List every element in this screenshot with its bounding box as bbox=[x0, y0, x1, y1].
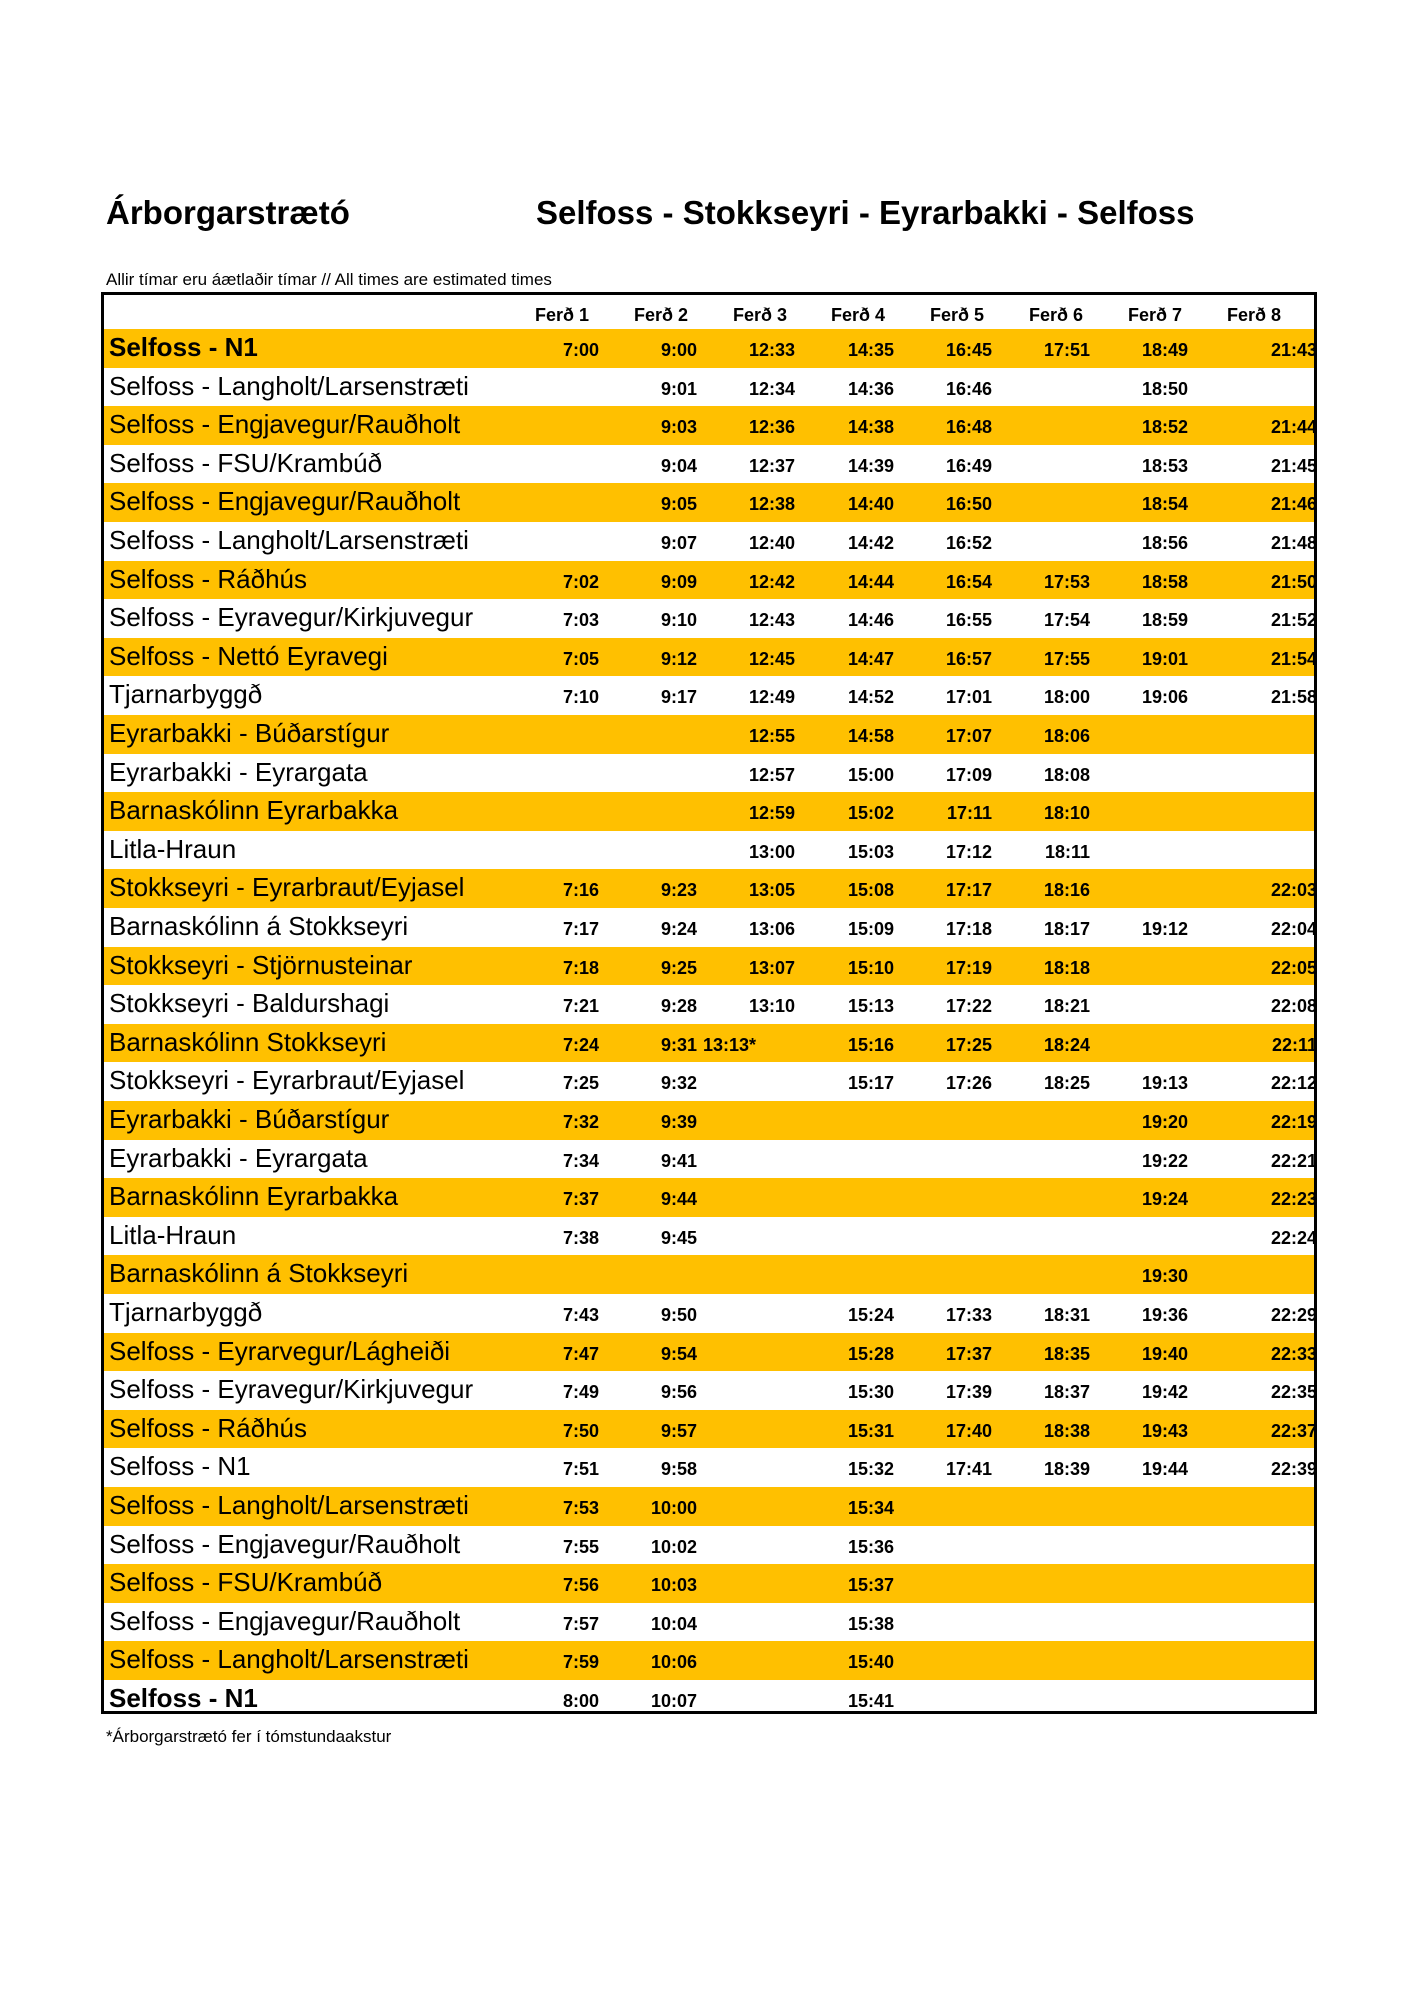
departure-time: 18:06 bbox=[1043, 726, 1090, 746]
table-row bbox=[104, 676, 1317, 715]
departure-time: 18:59 bbox=[1141, 610, 1188, 631]
departure-time: 13:07 bbox=[748, 957, 795, 978]
stop-name: Litla-Hraun bbox=[109, 1219, 237, 1250]
stop-name: Tjarnarbyggð bbox=[109, 679, 263, 710]
departure-time: 17:39 bbox=[945, 1382, 992, 1403]
stop-name: Stokkseyri - Eyrarbraut/Eyjasel bbox=[109, 872, 465, 903]
table-row bbox=[104, 908, 1317, 947]
stop-name: Selfoss - Engjavegur/Rauðholt bbox=[109, 1605, 461, 1636]
departure-time: 22:19 bbox=[1270, 1112, 1317, 1132]
departure-time: 18:00 bbox=[1043, 687, 1090, 708]
departure-time: 7:59 bbox=[562, 1652, 599, 1673]
column-header: Ferð 1 bbox=[535, 305, 590, 325]
departure-time: 22:21 bbox=[1270, 1150, 1317, 1171]
departure-time: 12:49 bbox=[748, 687, 795, 708]
departure-time: 14:46 bbox=[847, 610, 894, 631]
departure-time: 10:03 bbox=[650, 1575, 697, 1596]
departure-time: 7:57 bbox=[562, 1613, 599, 1634]
departure-time: 7:47 bbox=[562, 1343, 599, 1364]
departure-time: 21:46 bbox=[1270, 494, 1317, 515]
departure-time: 17:17 bbox=[945, 880, 992, 901]
route-title: Selfoss - Stokkseyri - Eyrarbakki - Selfoss bbox=[536, 194, 1195, 231]
departure-time: 22:03 bbox=[1270, 880, 1317, 901]
departure-time: 14:35 bbox=[847, 340, 894, 360]
stop-name: Litla-Hraun bbox=[109, 833, 237, 864]
departure-time: 13:00 bbox=[748, 841, 795, 862]
table-row bbox=[104, 1371, 1317, 1410]
departure-time: 9:44 bbox=[660, 1189, 697, 1210]
stop-name: Barnaskólinn á Stokkseyri bbox=[109, 1258, 409, 1289]
departure-time: 10:00 bbox=[650, 1498, 697, 1518]
table-row bbox=[104, 638, 1317, 677]
departure-time: 7:24 bbox=[562, 1034, 599, 1055]
departure-time: 9:50 bbox=[660, 1305, 697, 1325]
column-header: Ferð 3 bbox=[733, 305, 788, 325]
stop-name: Selfoss - Engjavegur/Rauðholt bbox=[109, 486, 461, 517]
table-row bbox=[104, 522, 1317, 561]
table-row bbox=[104, 329, 1317, 368]
departure-time: 19:42 bbox=[1141, 1382, 1188, 1403]
departure-time: 15:37 bbox=[847, 1575, 894, 1596]
departure-time: 14:42 bbox=[847, 533, 894, 553]
departure-time: 7:03 bbox=[562, 610, 599, 631]
departure-time: 15:34 bbox=[847, 1498, 894, 1518]
departure-time: 12:42 bbox=[748, 571, 795, 592]
stop-name: Barnaskólinn Stokkseyri bbox=[109, 1026, 387, 1057]
departure-time: 17:11 bbox=[946, 803, 992, 824]
departure-time: 9:05 bbox=[660, 494, 697, 515]
departure-time: 21:44 bbox=[1270, 417, 1317, 438]
departure-time: 9:39 bbox=[660, 1112, 697, 1132]
departure-time: 21:45 bbox=[1270, 455, 1317, 476]
departure-time: 19:20 bbox=[1141, 1112, 1188, 1132]
departure-time: 9:10 bbox=[660, 610, 697, 631]
departure-time: 18:25 bbox=[1043, 1073, 1090, 1094]
departure-time: 19:01 bbox=[1141, 648, 1188, 669]
departure-time: 21:48 bbox=[1270, 533, 1317, 553]
departure-time: 18:11 bbox=[1044, 841, 1090, 862]
stop-name: Selfoss - N1 bbox=[109, 1451, 251, 1482]
departure-time: 15:32 bbox=[847, 1459, 894, 1480]
table-row bbox=[104, 1217, 1317, 1256]
departure-time: 7:17 bbox=[562, 919, 599, 939]
stop-name: Selfoss - Eyrarvegur/Lágheiði bbox=[109, 1335, 451, 1366]
departure-time: 15:09 bbox=[847, 919, 894, 939]
table-row bbox=[104, 1680, 1314, 1719]
departure-time: 21:43 bbox=[1270, 340, 1317, 360]
departure-time: 7:25 bbox=[562, 1073, 599, 1094]
departure-time: 7:10 bbox=[562, 687, 599, 708]
departure-time: 17:37 bbox=[945, 1343, 992, 1364]
stop-name: Stokkseyri - Baldurshagi bbox=[109, 988, 390, 1019]
estimated-times-note: Allir tímar eru áætlaðir tímar // All times are estimated times bbox=[106, 270, 552, 289]
stop-name: Selfoss - Langholt/Larsenstræti bbox=[109, 370, 469, 401]
table-row bbox=[104, 561, 1317, 600]
departure-time: 22:39 bbox=[1270, 1459, 1317, 1480]
departure-time: 15:41 bbox=[847, 1691, 894, 1711]
stop-name: Stokkseyri - Eyrarbraut/Eyjasel bbox=[109, 1065, 465, 1096]
stop-name: Eyrarbakki - Eyrargata bbox=[109, 756, 368, 787]
stop-name: Selfoss - N1 bbox=[109, 1683, 258, 1713]
departure-time: 14:39 bbox=[847, 455, 894, 476]
table-row bbox=[104, 1294, 1317, 1333]
departure-time: 18:24 bbox=[1043, 1034, 1090, 1055]
departure-time: 21:52 bbox=[1270, 610, 1317, 631]
departure-time: 22:04 bbox=[1270, 919, 1317, 939]
column-header: Ferð 8 bbox=[1227, 305, 1282, 325]
stop-name: Selfoss - Langholt/Larsenstræti bbox=[109, 1490, 469, 1520]
departure-time: 7:38 bbox=[562, 1227, 599, 1248]
departure-time: 16:49 bbox=[945, 455, 992, 476]
departure-time: 16:57 bbox=[945, 648, 992, 669]
column-header: Ferð 5 bbox=[930, 305, 985, 325]
departure-time: 14:58 bbox=[847, 726, 894, 746]
departure-time: 15:38 bbox=[847, 1613, 894, 1634]
departure-time: 19:36 bbox=[1141, 1305, 1188, 1325]
departure-time: 22:37 bbox=[1270, 1420, 1317, 1441]
departure-time: 10:06 bbox=[650, 1652, 697, 1673]
table-row bbox=[104, 1062, 1317, 1101]
departure-time: 13:10 bbox=[748, 996, 795, 1017]
table-row bbox=[104, 1024, 1317, 1063]
table-row bbox=[104, 1333, 1317, 1372]
departure-time: 9:25 bbox=[660, 957, 697, 978]
departure-time: 15:00 bbox=[847, 764, 894, 785]
departure-time: 7:32 bbox=[562, 1112, 599, 1132]
stop-name: Selfoss - Eyravegur/Kirkjuvegur bbox=[109, 1374, 474, 1405]
stop-name: Selfoss - Nettó Eyravegi bbox=[109, 640, 388, 671]
departure-time: 18:21 bbox=[1043, 996, 1090, 1017]
table-row bbox=[104, 831, 1314, 870]
table-row bbox=[104, 985, 1317, 1024]
departure-time: 10:04 bbox=[650, 1613, 697, 1634]
departure-time: 21:50 bbox=[1270, 571, 1317, 592]
departure-time: 12:36 bbox=[748, 417, 795, 438]
table-row bbox=[104, 1641, 1314, 1680]
stop-name: Eyrarbakki - Búðarstígur bbox=[109, 1104, 390, 1134]
departure-time: 9:17 bbox=[660, 687, 697, 708]
table-row bbox=[104, 599, 1317, 638]
departure-time: 18:54 bbox=[1141, 494, 1188, 515]
departure-time: 16:52 bbox=[945, 533, 992, 553]
departure-time: 7:51 bbox=[562, 1459, 599, 1480]
stop-name: Selfoss - Langholt/Larsenstræti bbox=[109, 525, 469, 555]
departure-time: 13:13* bbox=[703, 1034, 757, 1055]
departure-time: 15:36 bbox=[847, 1536, 894, 1557]
departure-time: 15:10 bbox=[847, 957, 894, 978]
table-row bbox=[104, 947, 1317, 986]
footnote: *Árborgarstrætó fer í tómstundaakstur bbox=[106, 1727, 392, 1746]
departure-time: 22:29 bbox=[1270, 1305, 1317, 1325]
departure-time: 15:31 bbox=[847, 1420, 894, 1441]
departure-time: 7:53 bbox=[562, 1498, 599, 1518]
departure-time: 17:54 bbox=[1043, 610, 1090, 631]
departure-time: 12:34 bbox=[748, 378, 795, 399]
departure-time: 17:18 bbox=[945, 919, 992, 939]
table-row bbox=[104, 869, 1317, 908]
departure-time: 18:52 bbox=[1141, 417, 1188, 438]
table-row bbox=[104, 715, 1314, 754]
departure-time: 17:53 bbox=[1043, 571, 1090, 592]
table-row bbox=[104, 1603, 1314, 1642]
stop-name: Selfoss - Ráðhús bbox=[109, 1412, 307, 1443]
table-row bbox=[104, 483, 1317, 522]
departure-time: 12:38 bbox=[748, 494, 795, 515]
departure-time: 19:13 bbox=[1141, 1073, 1188, 1094]
departure-time: 10:02 bbox=[650, 1536, 697, 1557]
departure-time: 9:57 bbox=[660, 1420, 697, 1441]
departure-time: 22:23 bbox=[1270, 1189, 1317, 1210]
departure-time: 7:37 bbox=[562, 1189, 599, 1210]
table-row bbox=[104, 1487, 1314, 1526]
departure-time: 18:37 bbox=[1043, 1382, 1090, 1403]
departure-time: 15:30 bbox=[847, 1382, 894, 1403]
departure-time: 14:38 bbox=[847, 417, 894, 438]
table-row bbox=[104, 1448, 1317, 1487]
departure-time: 14:40 bbox=[847, 494, 894, 515]
departure-time: 19:44 bbox=[1141, 1459, 1188, 1480]
stop-name: Barnaskólinn á Stokkseyri bbox=[109, 911, 409, 941]
departure-time: 22:11 bbox=[1271, 1034, 1317, 1055]
departure-time: 9:07 bbox=[660, 533, 697, 553]
departure-time: 12:55 bbox=[748, 726, 795, 746]
departure-time: 7:00 bbox=[562, 340, 599, 360]
departure-time: 7:16 bbox=[562, 880, 599, 901]
departure-time: 12:45 bbox=[748, 648, 795, 669]
departure-time: 9:54 bbox=[660, 1343, 697, 1364]
departure-time: 17:19 bbox=[945, 957, 992, 978]
departure-time: 17:12 bbox=[945, 841, 992, 862]
table-row bbox=[104, 1410, 1317, 1449]
stop-name: Selfoss - Eyravegur/Kirkjuvegur bbox=[109, 602, 474, 633]
departure-time: 7:21 bbox=[562, 996, 599, 1017]
departure-time: 10:07 bbox=[650, 1691, 697, 1711]
table-row bbox=[104, 792, 1314, 831]
departure-time: 9:12 bbox=[660, 648, 697, 669]
departure-time: 19:40 bbox=[1141, 1343, 1188, 1364]
departure-time: 17:55 bbox=[1043, 648, 1090, 669]
departure-time: 18:18 bbox=[1043, 957, 1090, 978]
departure-time: 17:01 bbox=[945, 687, 992, 708]
departure-time: 14:47 bbox=[847, 648, 894, 669]
departure-time: 15:16 bbox=[847, 1034, 894, 1055]
departure-time: 22:35 bbox=[1270, 1382, 1317, 1403]
timetable bbox=[101, 292, 1317, 1714]
departure-time: 18:10 bbox=[1043, 803, 1090, 824]
departure-time: 19:43 bbox=[1141, 1420, 1188, 1441]
departure-time: 18:56 bbox=[1141, 533, 1188, 553]
departure-time: 18:58 bbox=[1141, 571, 1188, 592]
departure-time: 22:08 bbox=[1270, 996, 1317, 1017]
departure-time: 9:04 bbox=[660, 455, 697, 476]
departure-time: 18:50 bbox=[1141, 378, 1188, 399]
column-header: Ferð 4 bbox=[831, 305, 886, 325]
table-row bbox=[104, 406, 1317, 445]
departure-time: 18:49 bbox=[1141, 340, 1188, 360]
departure-time: 22:05 bbox=[1270, 957, 1317, 978]
table-row bbox=[104, 1255, 1314, 1294]
table-row bbox=[104, 754, 1314, 793]
departure-time: 7:56 bbox=[562, 1575, 599, 1596]
departure-time: 15:02 bbox=[847, 803, 894, 824]
departure-time: 14:44 bbox=[847, 571, 894, 592]
departure-time: 19:30 bbox=[1141, 1266, 1188, 1287]
departure-time: 18:17 bbox=[1043, 919, 1090, 939]
stop-name: Selfoss - Engjavegur/Rauðholt bbox=[109, 1528, 461, 1559]
departure-time: 15:24 bbox=[847, 1305, 894, 1325]
table-row bbox=[104, 368, 1314, 407]
departure-time: 21:58 bbox=[1270, 687, 1317, 708]
departure-time: 9:01 bbox=[660, 378, 697, 399]
departure-time: 12:37 bbox=[748, 455, 795, 476]
stop-name: Selfoss - FSU/Krambúð bbox=[109, 1567, 383, 1598]
departure-time: 22:24 bbox=[1270, 1227, 1317, 1248]
departure-time: 22:33 bbox=[1270, 1343, 1317, 1364]
departure-time: 19:22 bbox=[1141, 1150, 1188, 1171]
departure-time: 9:41 bbox=[660, 1150, 697, 1171]
table-row bbox=[104, 1140, 1317, 1179]
stop-name: Stokkseyri - Stjörnusteinar bbox=[109, 949, 413, 980]
departure-time: 13:05 bbox=[748, 880, 795, 901]
departure-time: 17:51 bbox=[1043, 340, 1090, 360]
departure-time: 9:24 bbox=[660, 919, 697, 939]
departure-time: 7:43 bbox=[562, 1305, 599, 1325]
column-header: Ferð 6 bbox=[1029, 305, 1084, 325]
table-row bbox=[104, 445, 1317, 484]
departure-time: 8:00 bbox=[562, 1691, 599, 1711]
column-header: Ferð 2 bbox=[634, 305, 689, 325]
departure-time: 18:31 bbox=[1043, 1305, 1090, 1325]
stop-name: Barnaskólinn Eyrarbakka bbox=[109, 1181, 399, 1212]
departure-time: 15:17 bbox=[847, 1073, 894, 1094]
departure-time: 12:40 bbox=[748, 533, 795, 553]
stop-name: Eyrarbakki - Búðarstígur bbox=[109, 718, 390, 748]
departure-time: 18:53 bbox=[1141, 455, 1188, 476]
departure-time: 15:13 bbox=[847, 996, 894, 1017]
stop-name: Barnaskólinn Eyrarbakka bbox=[109, 795, 399, 826]
departure-time: 9:56 bbox=[660, 1382, 697, 1403]
departure-time: 17:41 bbox=[945, 1459, 992, 1480]
departure-time: 9:09 bbox=[660, 571, 697, 592]
departure-time: 12:57 bbox=[748, 764, 795, 785]
departure-time: 15:03 bbox=[847, 841, 894, 862]
stop-name: Selfoss - Ráðhús bbox=[109, 563, 307, 594]
departure-time: 12:59 bbox=[748, 803, 795, 824]
departure-time: 16:48 bbox=[945, 417, 992, 438]
departure-time: 9:00 bbox=[660, 340, 697, 360]
table-row bbox=[104, 1526, 1314, 1565]
stop-name: Selfoss - Engjavegur/Rauðholt bbox=[109, 409, 461, 440]
departure-time: 19:06 bbox=[1141, 687, 1188, 708]
departure-time: 19:12 bbox=[1141, 919, 1188, 939]
table-row bbox=[104, 1178, 1317, 1217]
departure-time: 17:22 bbox=[945, 996, 992, 1017]
departure-time: 17:09 bbox=[945, 764, 992, 785]
departure-time: 7:50 bbox=[562, 1420, 599, 1441]
stop-name: Selfoss - N1 bbox=[109, 332, 258, 362]
departure-time: 7:05 bbox=[562, 648, 599, 669]
departure-time: 18:39 bbox=[1043, 1459, 1090, 1480]
departure-time: 15:40 bbox=[847, 1652, 894, 1673]
table-row bbox=[104, 1564, 1314, 1603]
departure-time: 18:35 bbox=[1043, 1343, 1090, 1364]
stop-name: Eyrarbakki - Eyrargata bbox=[109, 1142, 368, 1173]
departure-time: 7:49 bbox=[562, 1382, 599, 1403]
departure-time: 16:45 bbox=[945, 340, 992, 360]
departure-time: 7:55 bbox=[562, 1536, 599, 1557]
departure-time: 13:06 bbox=[748, 919, 795, 939]
departure-time: 7:34 bbox=[562, 1150, 599, 1171]
stop-name: Selfoss - Langholt/Larsenstræti bbox=[109, 1644, 469, 1675]
stop-name: Tjarnarbyggð bbox=[109, 1297, 263, 1327]
departure-time: 18:38 bbox=[1043, 1420, 1090, 1441]
departure-time: 7:18 bbox=[562, 957, 599, 978]
departure-time: 16:55 bbox=[945, 610, 992, 631]
departure-time: 12:33 bbox=[748, 340, 795, 360]
departure-time: 16:54 bbox=[945, 571, 992, 592]
departure-time: 17:33 bbox=[945, 1305, 992, 1325]
departure-time: 9:45 bbox=[660, 1227, 697, 1248]
departure-time: 9:58 bbox=[660, 1459, 697, 1480]
departure-time: 16:50 bbox=[945, 494, 992, 515]
departure-time: 16:46 bbox=[945, 378, 992, 399]
departure-time: 18:08 bbox=[1043, 764, 1090, 785]
departure-time: 9:31 bbox=[660, 1034, 697, 1055]
departure-time: 18:16 bbox=[1043, 880, 1090, 901]
departure-time: 15:28 bbox=[847, 1343, 894, 1364]
departure-time: 9:03 bbox=[660, 417, 697, 438]
departure-time: 14:36 bbox=[847, 378, 894, 399]
stop-name: Selfoss - FSU/Krambúð bbox=[109, 447, 383, 478]
departure-time: 15:08 bbox=[847, 880, 894, 901]
table-row bbox=[104, 1101, 1317, 1140]
departure-time: 19:24 bbox=[1141, 1189, 1188, 1210]
departure-time: 17:25 bbox=[945, 1034, 992, 1055]
column-header: Ferð 7 bbox=[1128, 305, 1183, 325]
departure-time: 12:43 bbox=[748, 610, 795, 631]
departure-time: 14:52 bbox=[847, 687, 894, 708]
departure-time: 9:23 bbox=[660, 880, 697, 901]
departure-time: 17:26 bbox=[945, 1073, 992, 1094]
departure-time: 21:54 bbox=[1270, 648, 1317, 669]
departure-time: 7:02 bbox=[562, 571, 599, 592]
departure-time: 9:28 bbox=[660, 996, 697, 1017]
timetable-header bbox=[104, 295, 1314, 329]
departure-time: 17:07 bbox=[945, 726, 992, 746]
departure-time: 22:12 bbox=[1270, 1073, 1317, 1094]
departure-time: 17:40 bbox=[945, 1420, 992, 1441]
page-title: Árborgarstrætó bbox=[106, 194, 350, 231]
departure-time: 9:32 bbox=[660, 1073, 697, 1094]
